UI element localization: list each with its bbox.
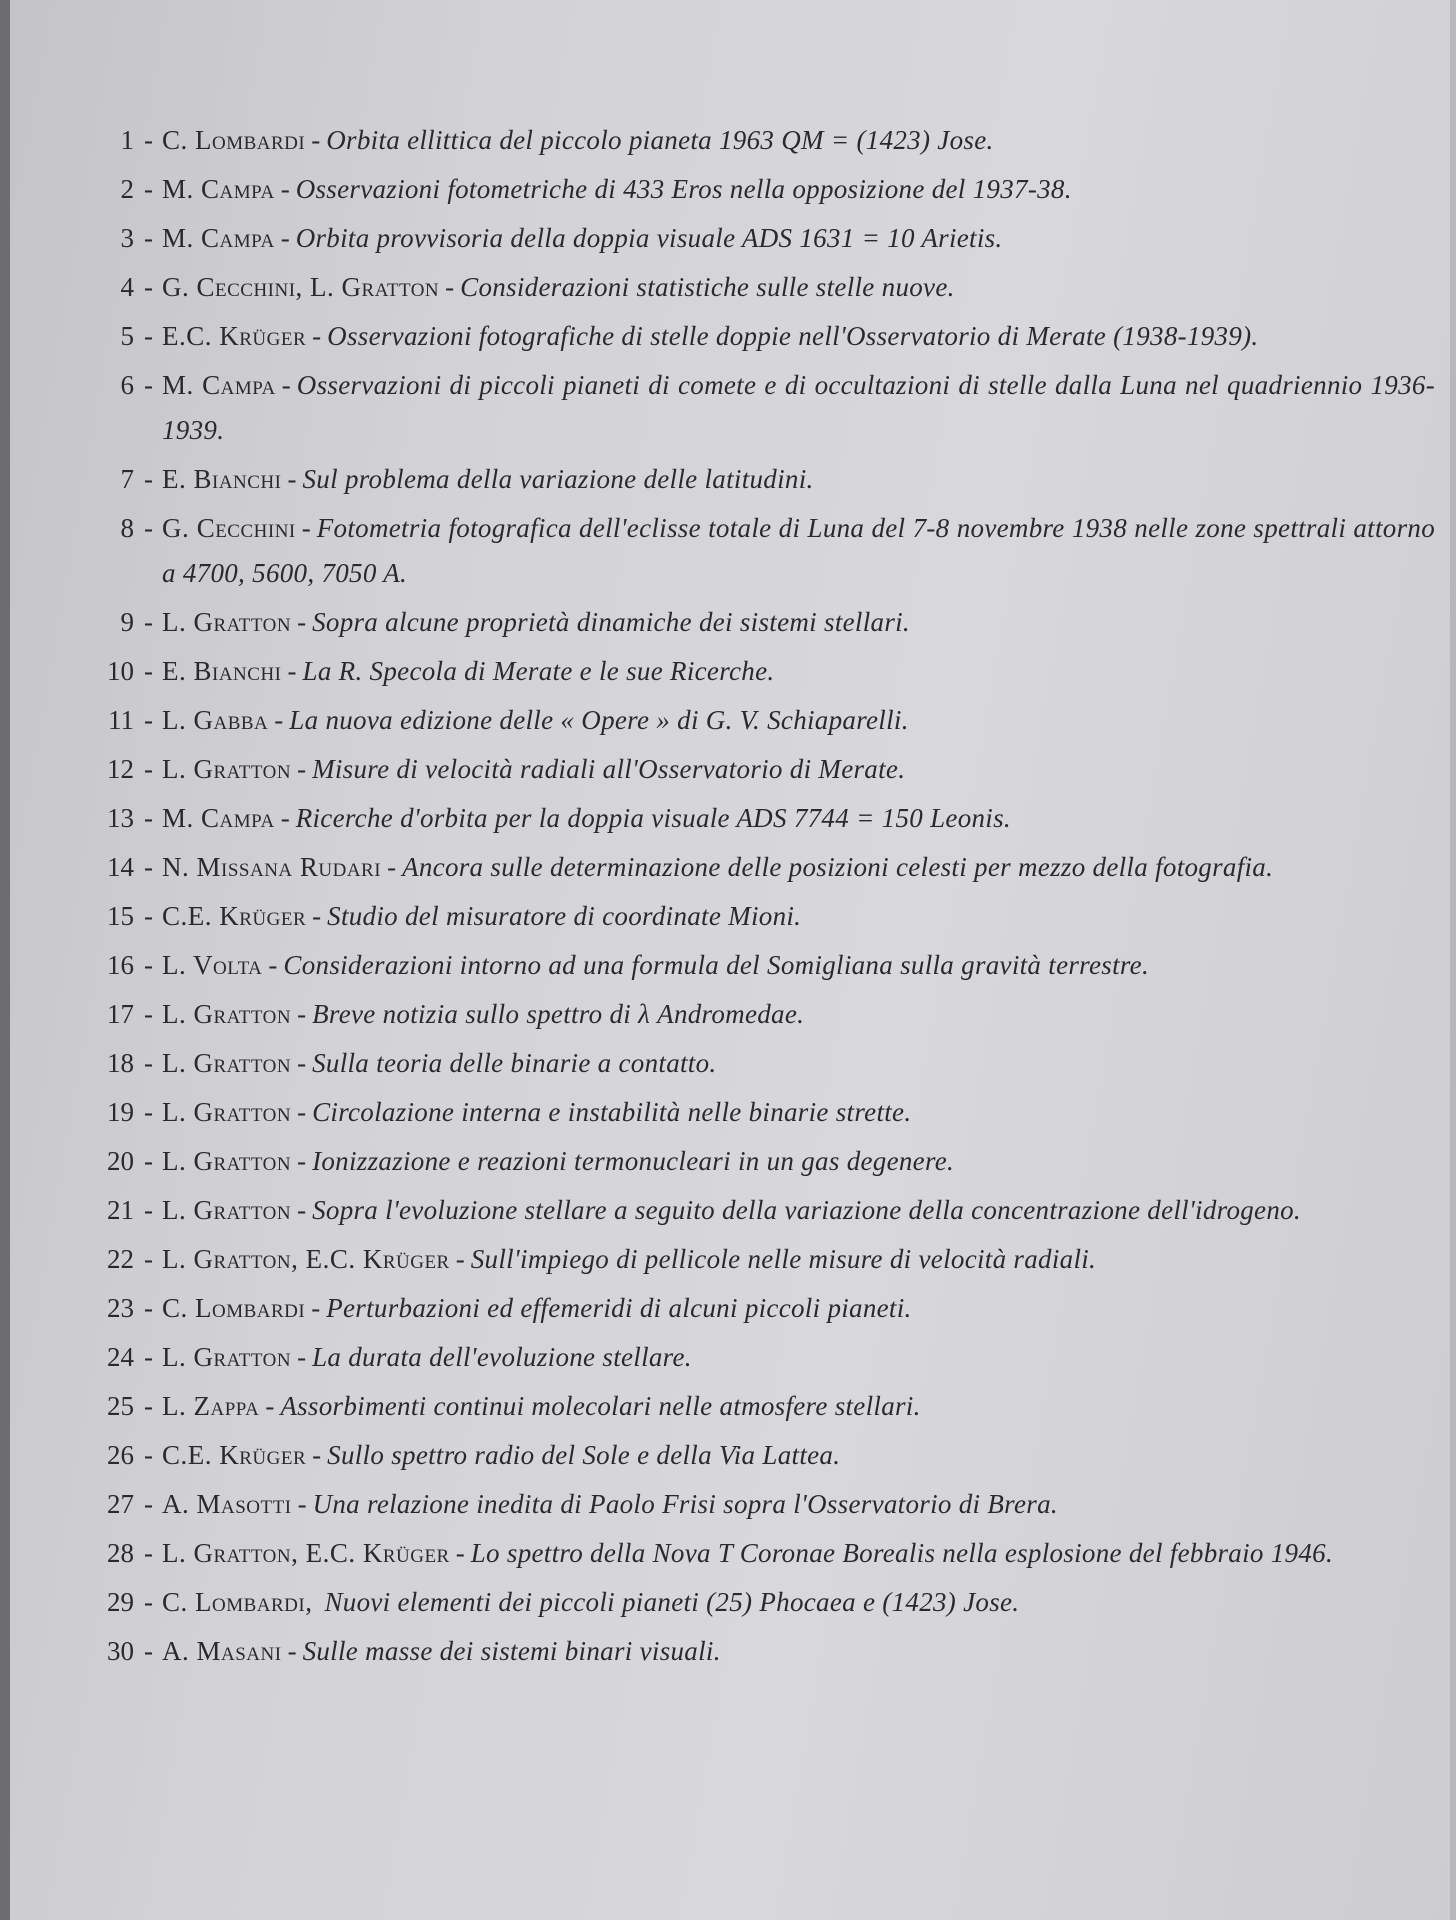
entry-separator: - bbox=[297, 999, 307, 1029]
entry-author: A. Masani bbox=[162, 1636, 282, 1666]
entry-number: 19 bbox=[107, 1097, 134, 1127]
entry-author: L. Volta bbox=[162, 950, 263, 980]
publication-entry bbox=[90, 1286, 1435, 1331]
entry-number: 13 bbox=[107, 803, 134, 833]
entry-title: La R. Specola di Merate e le sue Ricerche. bbox=[302, 656, 775, 686]
entry-title: Nuovi elementi dei piccoli pianeti (25) Phocaea e (1423) Jose. bbox=[324, 1587, 1020, 1617]
entry-separator: - bbox=[297, 1342, 307, 1372]
entry-title: Ancora sulle determinazione delle posizioni celesti per mezzo della fotografia. bbox=[402, 852, 1274, 882]
entry-number: 24 bbox=[107, 1342, 134, 1372]
publication-entry bbox=[90, 747, 1435, 792]
entry-separator: - bbox=[274, 705, 284, 735]
entry-title: La durata dell'evoluzione stellare. bbox=[312, 1342, 692, 1372]
entry-dash: - bbox=[144, 803, 153, 833]
entry-separator: - bbox=[265, 1391, 275, 1421]
entry-dash: - bbox=[144, 1293, 153, 1323]
entry-author: G. Cecchini, L. Gratton bbox=[162, 272, 440, 302]
entry-author: L. Gratton, E.C. Krüger bbox=[162, 1244, 450, 1274]
entry-title: Orbita ellittica del piccolo pianeta 1963 QM = (1423) Jose. bbox=[326, 125, 994, 155]
entry-title: Osservazioni fotometriche di 433 Eros nella opposizione del 1937-38. bbox=[295, 174, 1072, 204]
entry-dash: - bbox=[144, 174, 153, 204]
entry-dash: - bbox=[144, 464, 153, 494]
entry-author: A. Masotti bbox=[162, 1489, 292, 1519]
entry-separator: - bbox=[445, 272, 455, 302]
entry-number: 16 bbox=[107, 950, 134, 980]
entry-author: L. Gabba bbox=[162, 705, 269, 735]
entry-separator: - bbox=[297, 607, 307, 637]
entry-author: E. Bianchi bbox=[162, 464, 282, 494]
entry-dash: - bbox=[144, 1048, 153, 1078]
entry-author: N. Missana Rudari bbox=[162, 852, 382, 882]
publication-entry bbox=[90, 1139, 1435, 1184]
publication-entry bbox=[90, 649, 1435, 694]
entry-number: 23 bbox=[107, 1293, 134, 1323]
entry-title: Misure di velocità radiali all'Osservatorio di Merate. bbox=[312, 754, 906, 784]
publication-entry bbox=[90, 216, 1435, 261]
entry-dash: - bbox=[144, 999, 153, 1029]
entry-separator: - bbox=[297, 1146, 307, 1176]
publication-entry bbox=[90, 363, 1435, 453]
entry-author: C.E. Krüger bbox=[162, 1440, 307, 1470]
entry-author: G. Cecchini bbox=[162, 513, 296, 543]
publication-entry bbox=[90, 1482, 1435, 1527]
entry-title: La nuova edizione delle « Opere » di G. V. Schiaparelli. bbox=[289, 705, 909, 735]
publication-entry bbox=[90, 698, 1435, 743]
entry-title: Circolazione interna e instabilità nelle binarie strette. bbox=[312, 1097, 912, 1127]
entry-number: 10 bbox=[107, 656, 134, 686]
entry-number: 21 bbox=[107, 1195, 134, 1225]
entry-dash: - bbox=[144, 321, 153, 351]
entry-number: 9 bbox=[120, 607, 134, 637]
entry-title: Sopra l'evoluzione stellare a seguito della variazione della concentrazione dell'idrogeno. bbox=[312, 1195, 1301, 1225]
entry-author: E. Bianchi bbox=[162, 656, 282, 686]
entry-title: Fotometria fotografica dell'eclisse totale di Luna del 7-8 novembre 1938 nelle zone spettrali attorno a 4700, 5600, 7050 A. bbox=[162, 513, 1435, 588]
publication-entry bbox=[90, 1335, 1435, 1380]
entry-author: M. Campa bbox=[162, 174, 275, 204]
publication-entry bbox=[90, 118, 1435, 163]
entry-dash: - bbox=[144, 1636, 153, 1666]
publication-entry bbox=[90, 796, 1435, 841]
entry-number: 25 bbox=[107, 1391, 134, 1421]
entry-separator: - bbox=[312, 901, 322, 931]
publication-entry bbox=[90, 1580, 1435, 1625]
publication-entry bbox=[90, 167, 1435, 212]
entry-separator: - bbox=[455, 1244, 465, 1274]
entry-number: 6 bbox=[120, 370, 134, 400]
entry-author: C. Lombardi, bbox=[162, 1587, 313, 1617]
publication-entry bbox=[90, 1531, 1435, 1576]
entry-title: Sulla teoria delle binarie a contatto. bbox=[312, 1048, 717, 1078]
publication-entry bbox=[90, 1433, 1435, 1478]
publication-entry bbox=[90, 1384, 1435, 1429]
publication-entry bbox=[90, 1237, 1435, 1282]
publication-list bbox=[90, 118, 1435, 1678]
entry-title: Considerazioni statistiche sulle stelle nuove. bbox=[460, 272, 955, 302]
entry-separator: - bbox=[268, 950, 278, 980]
entry-author: L. Gratton bbox=[162, 1342, 292, 1372]
entry-title: Ionizzazione e reazioni termonucleari in un gas degenere. bbox=[312, 1146, 955, 1176]
publication-entry bbox=[90, 265, 1435, 310]
entry-author: C. Lombardi bbox=[162, 1293, 306, 1323]
entry-number: 7 bbox=[120, 464, 134, 494]
entry-dash: - bbox=[144, 1342, 153, 1372]
entry-separator: - bbox=[297, 754, 307, 784]
entry-author: E.C. Krüger bbox=[162, 321, 307, 351]
entry-separator: - bbox=[287, 656, 297, 686]
entry-number: 17 bbox=[107, 999, 134, 1029]
entry-dash: - bbox=[144, 656, 153, 686]
publication-entry bbox=[90, 1041, 1435, 1086]
page-edge bbox=[1450, 0, 1456, 1920]
entry-dash: - bbox=[144, 223, 153, 253]
entry-number: 20 bbox=[107, 1146, 134, 1176]
publication-entry bbox=[90, 457, 1435, 502]
entry-author: L. Zappa bbox=[162, 1391, 260, 1421]
entry-author: L. Gratton, E.C. Krüger bbox=[162, 1538, 450, 1568]
entry-dash: - bbox=[144, 1440, 153, 1470]
entry-author: M. Campa bbox=[162, 370, 276, 400]
entry-separator: - bbox=[280, 223, 290, 253]
publication-entry bbox=[90, 992, 1435, 1037]
entry-author: L. Gratton bbox=[162, 1146, 292, 1176]
entry-dash: - bbox=[144, 1097, 153, 1127]
entry-number: 8 bbox=[120, 513, 134, 543]
entry-title: Sul problema della variazione delle latitudini. bbox=[302, 464, 814, 494]
entry-number: 11 bbox=[108, 705, 134, 735]
entry-number: 5 bbox=[120, 321, 134, 351]
entry-title: Una relazione inedita di Paolo Frisi sopra l'Osservatorio di Brera. bbox=[312, 1489, 1058, 1519]
publication-entry bbox=[90, 600, 1435, 645]
entry-number: 30 bbox=[107, 1636, 134, 1666]
entry-author: M. Campa bbox=[162, 803, 275, 833]
page-edge-shadow bbox=[0, 0, 10, 1920]
entry-author: M. Campa bbox=[162, 223, 275, 253]
entry-number: 12 bbox=[107, 754, 134, 784]
entry-author: C. Lombardi bbox=[162, 125, 306, 155]
entry-title: Considerazioni intorno ad una formula del Somigliana sulla gravità terrestre. bbox=[283, 950, 1150, 980]
entry-dash: - bbox=[144, 1195, 153, 1225]
entry-number: 27 bbox=[107, 1489, 134, 1519]
entry-title: Lo spettro della Nova T Coronae Borealis nella esplosione del febbraio 1946. bbox=[470, 1538, 1333, 1568]
entry-number: 14 bbox=[107, 852, 134, 882]
entry-separator: - bbox=[297, 1097, 307, 1127]
publication-entry bbox=[90, 894, 1435, 939]
publication-entry bbox=[90, 943, 1435, 988]
entry-dash: - bbox=[144, 125, 153, 155]
publication-entry bbox=[90, 1188, 1435, 1233]
entry-title: Breve notizia sullo spettro di λ Andromedae. bbox=[312, 999, 805, 1029]
entry-dash: - bbox=[144, 1538, 153, 1568]
entry-separator: - bbox=[287, 464, 297, 494]
entry-title: Sull'impiego di pellicole nelle misure di velocità radiali. bbox=[470, 1244, 1097, 1274]
entry-dash: - bbox=[144, 513, 153, 543]
entry-number: 4 bbox=[120, 272, 134, 302]
entry-separator: - bbox=[280, 803, 290, 833]
entry-title: Osservazioni di piccoli pianeti di comete e di occultazioni di stelle dalla Luna nel quadriennio 1936-1939. bbox=[162, 370, 1435, 445]
entry-separator: - bbox=[287, 1636, 297, 1666]
entry-separator: - bbox=[297, 1489, 307, 1519]
entry-number: 1 bbox=[120, 125, 134, 155]
entry-number: 3 bbox=[120, 223, 134, 253]
entry-separator: - bbox=[312, 1440, 322, 1470]
publication-entry bbox=[90, 845, 1435, 890]
entry-dash: - bbox=[144, 1489, 153, 1519]
entry-author: C.E. Krüger bbox=[162, 901, 307, 931]
entry-separator: - bbox=[311, 125, 321, 155]
entry-title: Sullo spettro radio del Sole e della Via Lattea. bbox=[327, 1440, 841, 1470]
entry-title: Osservazioni fotografiche di stelle doppie nell'Osservatorio di Merate (1938-1939). bbox=[327, 321, 1259, 351]
entry-dash: - bbox=[144, 901, 153, 931]
entry-number: 15 bbox=[107, 901, 134, 931]
entry-dash: - bbox=[144, 852, 153, 882]
entry-title: Sulle masse dei sistemi binari visuali. bbox=[302, 1636, 721, 1666]
entry-separator: - bbox=[280, 174, 290, 204]
entry-title: Assorbimenti continui molecolari nelle atmosfere stellari. bbox=[280, 1391, 921, 1421]
entry-dash: - bbox=[144, 1244, 153, 1274]
entry-number: 18 bbox=[107, 1048, 134, 1078]
entry-title: Sopra alcune proprietà dinamiche dei sistemi stellari. bbox=[312, 607, 910, 637]
entry-separator: - bbox=[281, 370, 291, 400]
entry-dash: - bbox=[144, 272, 153, 302]
entry-author: L. Gratton bbox=[162, 754, 292, 784]
entry-separator: - bbox=[387, 852, 397, 882]
entry-number: 29 bbox=[107, 1587, 134, 1617]
entry-number: 28 bbox=[107, 1538, 134, 1568]
entry-dash: - bbox=[144, 370, 153, 400]
publication-entry bbox=[90, 506, 1435, 596]
entry-dash: - bbox=[144, 950, 153, 980]
publication-entry bbox=[90, 1629, 1435, 1674]
entry-dash: - bbox=[144, 607, 153, 637]
entry-dash: - bbox=[144, 1391, 153, 1421]
publication-entry bbox=[90, 314, 1435, 359]
entry-separator: - bbox=[301, 513, 311, 543]
entry-separator: - bbox=[312, 321, 322, 351]
entry-author: L. Gratton bbox=[162, 1097, 292, 1127]
entry-separator: - bbox=[297, 1048, 307, 1078]
entry-number: 26 bbox=[107, 1440, 134, 1470]
entry-separator: - bbox=[311, 1293, 321, 1323]
entry-dash: - bbox=[144, 1587, 153, 1617]
entry-dash: - bbox=[144, 1146, 153, 1176]
entry-number: 2 bbox=[120, 174, 134, 204]
publication-entry bbox=[90, 1090, 1435, 1135]
entry-author: L. Gratton bbox=[162, 1195, 292, 1225]
entry-title: Perturbazioni ed effemeridi di alcuni piccoli pianeti. bbox=[326, 1293, 912, 1323]
entry-dash: - bbox=[144, 754, 153, 784]
entry-dash: - bbox=[144, 705, 153, 735]
entry-title: Orbita provvisoria della doppia visuale ADS 1631 = 10 Arietis. bbox=[295, 223, 1003, 253]
entry-separator: - bbox=[297, 1195, 307, 1225]
entry-author: L. Gratton bbox=[162, 999, 292, 1029]
entry-number: 22 bbox=[107, 1244, 134, 1274]
entry-author: L. Gratton bbox=[162, 607, 292, 637]
entry-separator: - bbox=[455, 1538, 465, 1568]
entry-title: Ricerche d'orbita per la doppia visuale ADS 7744 = 150 Leonis. bbox=[295, 803, 1011, 833]
entry-author: L. Gratton bbox=[162, 1048, 292, 1078]
entry-title: Studio del misuratore di coordinate Mioni. bbox=[327, 901, 802, 931]
